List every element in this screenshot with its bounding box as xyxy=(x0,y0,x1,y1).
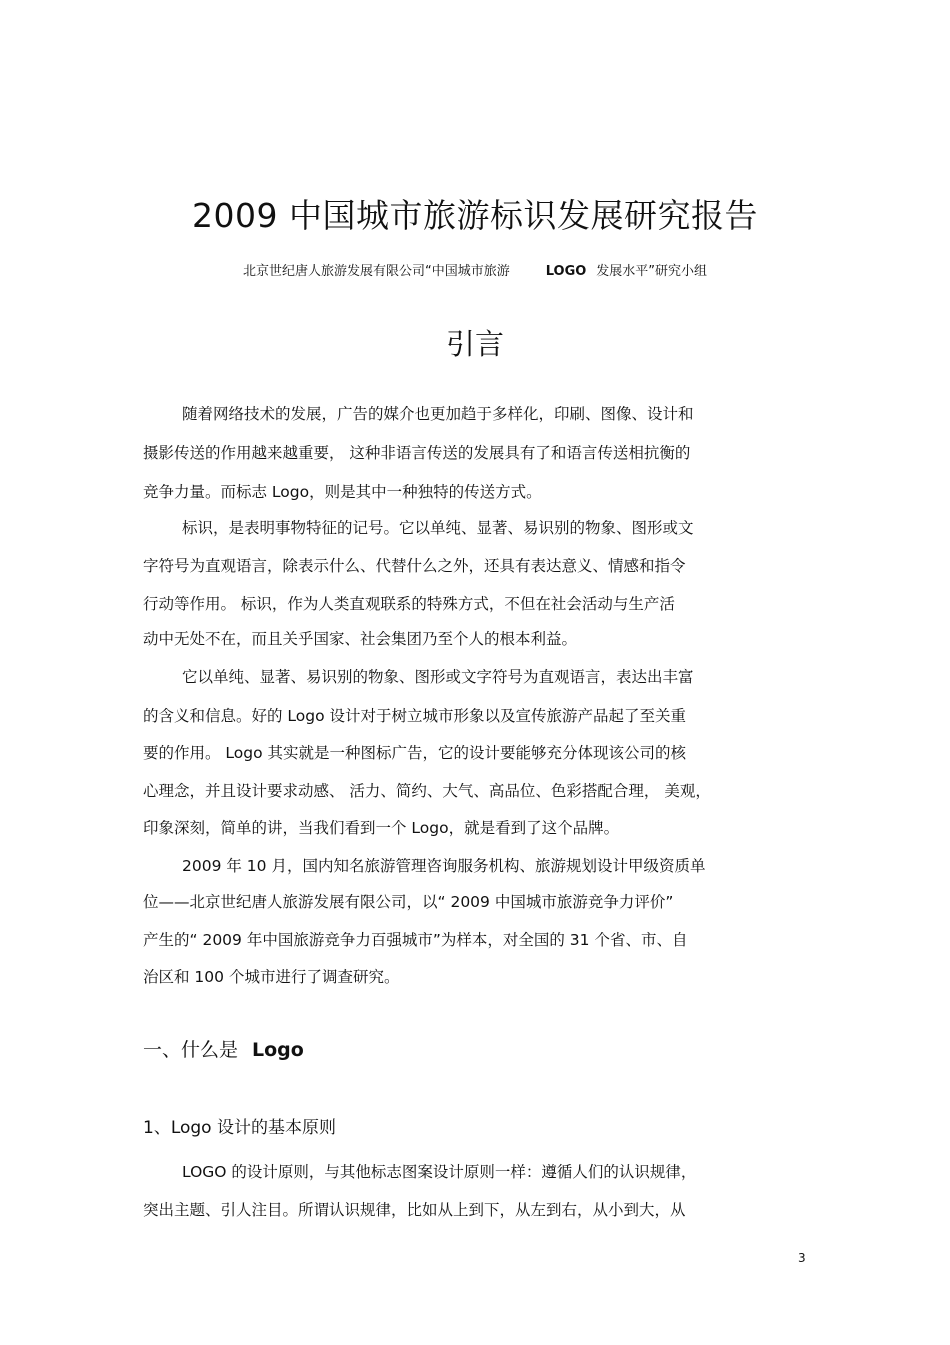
paragraph-line: 要的作用。 Logo 其实就是一种图标广告，它的设计要能够充分体现该公司的核 xyxy=(143,744,687,762)
page-number: 3 xyxy=(798,1251,806,1265)
paragraph-line: 字符号为直观语言，除表示什么、代替什么之外，还具有表达意义、情感和指令 xyxy=(143,557,686,575)
section-title-introduction: 引言 xyxy=(445,327,504,361)
paragraph-line: 它以单纯、显著、易识别的物象、图形或文字符号为直观语言，表达出丰富 xyxy=(182,668,694,686)
heading-prefix: 一、什么是 xyxy=(143,1039,239,1061)
paragraph-line: 的含义和信息。好的 Logo 设计对于树立城市形象以及宣传旅游产品起了至关重 xyxy=(143,707,687,725)
subtitle-prefix: 北京世纪唐人旅游发展有限公司“中国城市旅游 xyxy=(242,264,510,279)
paragraph-line: 行动等作用。 标识，作为人类直观联系的特殊方式，不但在社会活动与生产活 xyxy=(143,595,675,613)
subtitle-suffix: 发展水平”研究小组 xyxy=(596,264,708,279)
paragraph-line: LOGO 的设计原则，与其他标志图案设计原则一样：遵循人们的认识规律， xyxy=(182,1163,697,1181)
paragraph-line: 心理念，并且设计要求动感、 活力、简约、大气、高品位、色彩搭配合理， 美观， xyxy=(143,782,711,800)
paragraph-line: 突出主题、引人注目。所谓认识规律，比如从上到下，从左到右，从小到大，从 xyxy=(143,1201,686,1219)
paragraph-line: 印象深刻，简单的讲，当我们看到一个 Logo，就是看到了这个品牌。 xyxy=(143,819,620,837)
heading-design-principles: 1、Logo 设计的基本原则 xyxy=(143,1118,336,1138)
paragraph-line: 竞争力量。而标志 Logo，则是其中一种独特的传送方式。 xyxy=(143,483,542,501)
heading-bold-logo: Logo xyxy=(252,1039,304,1061)
document-subtitle xyxy=(0,260,950,279)
heading-what-is-logo xyxy=(143,1035,304,1062)
paragraph-line: 2009 年 10 月，国内知名旅游管理咨询服务机构、旅游规划设计甲级资质单 xyxy=(182,857,706,875)
paragraph-line: 标识，是表明事物特征的记号。它以单纯、显著、易识别的物象、图形或文 xyxy=(182,519,694,537)
document-title: 2009 中国城市旅游标识发展研究报告 xyxy=(192,196,758,235)
paragraph-line: 摄影传送的作用越来越重要， 这种非语言传送的发展具有了和语言传送相抗衡的 xyxy=(143,444,691,462)
paragraph-line: 动中无处不在，而且关乎国家、社会集团乃至个人的根本利益。 xyxy=(143,630,578,648)
paragraph-line: 治区和 100 个城市进行了调查研究。 xyxy=(143,968,400,986)
paragraph-line: 产生的“ 2009 年中国旅游竞争力百强城市”为样本，对全国的 31 个省、市、自 xyxy=(143,931,688,949)
subtitle-logo: LOGO xyxy=(545,264,587,279)
paragraph-line: 位——北京世纪唐人旅游发展有限公司，以“ 2009 中国城市旅游竞争力评价” xyxy=(143,893,674,911)
paragraph-line: 随着网络技术的发展，广告的媒介也更加趋于多样化，印刷、图像、设计和 xyxy=(182,405,694,423)
